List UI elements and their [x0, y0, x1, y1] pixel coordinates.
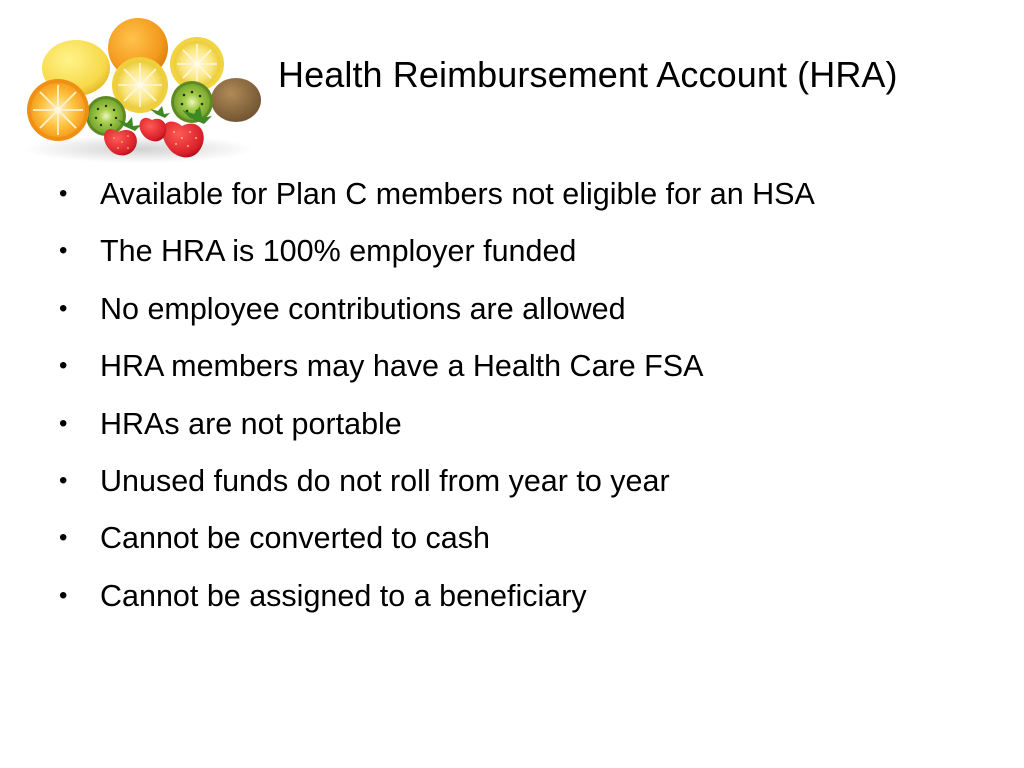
- bullet-text: Cannot be assigned to a beneficiary: [100, 578, 587, 613]
- bullet-icon: •: [59, 581, 68, 609]
- bullet-item: [56, 225, 815, 282]
- bullet-text: Available for Plan C members not eligible for an HSA: [100, 177, 815, 211]
- bullet-icon: •: [59, 294, 68, 322]
- bullet-icon: •: [59, 524, 68, 552]
- bullet-list: [56, 168, 815, 627]
- bullet-text: Unused funds do not roll from year to year: [100, 463, 670, 498]
- kiwi-slice-left: [86, 96, 126, 136]
- bullet-icon: •: [59, 466, 68, 494]
- bullet-text: HRAs are not portable: [100, 406, 402, 441]
- bullet-icon: •: [59, 237, 68, 265]
- bullet-icon: •: [59, 180, 68, 207]
- bullet-item: [56, 398, 815, 455]
- bullet-icon: •: [59, 352, 68, 380]
- bullet-item: [56, 283, 815, 340]
- bullet-text: The HRA is 100% employer funded: [100, 234, 577, 269]
- bullet-icon: •: [59, 409, 68, 437]
- slide-title: Health Reimbursement Account (HRA): [278, 54, 898, 95]
- bullet-item: [56, 340, 815, 397]
- kiwi-whole: [211, 78, 261, 122]
- bullet-item: [56, 168, 815, 225]
- orange-slice: [27, 79, 89, 141]
- bullet-item: [56, 570, 815, 627]
- bullet-text: Cannot be converted to cash: [100, 521, 490, 556]
- bullet-text: HRA members may have a Health Care FSA: [100, 349, 704, 384]
- bullet-item: [56, 455, 815, 512]
- bullet-text: No employee contributions are allowed: [100, 291, 626, 326]
- fruit-image: [14, 14, 264, 164]
- bullet-item: [56, 512, 815, 569]
